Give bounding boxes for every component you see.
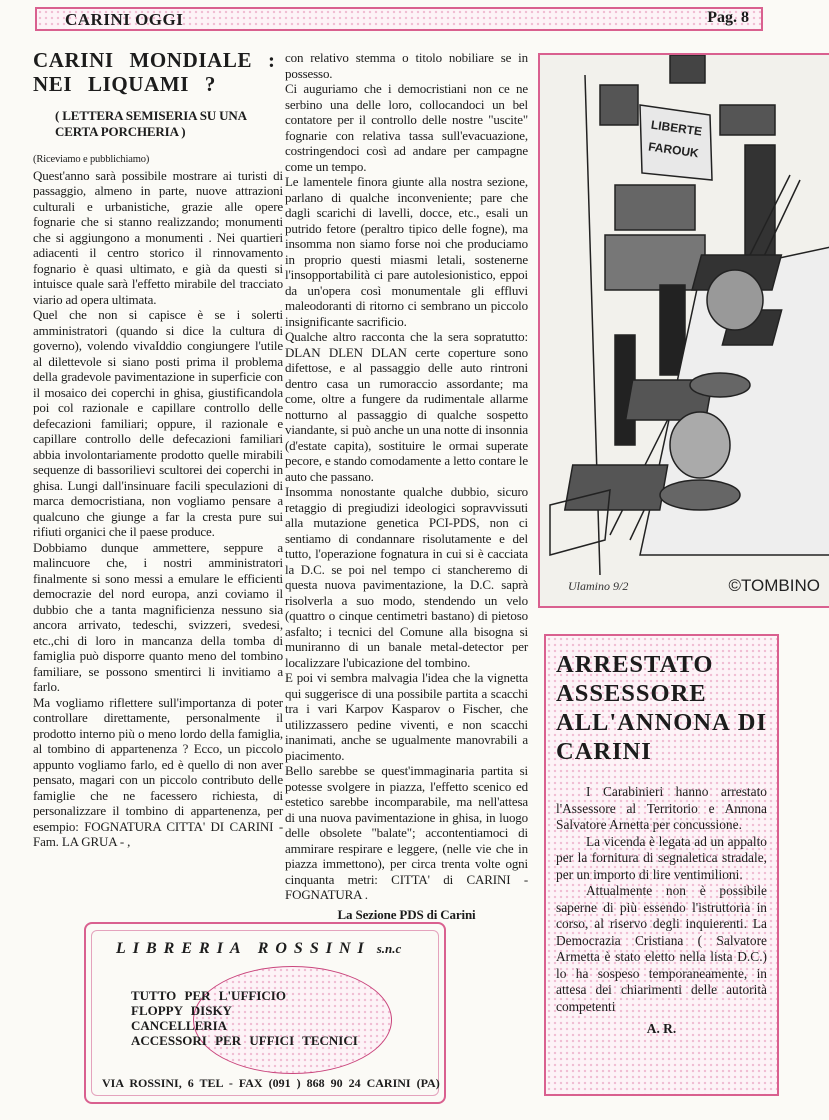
article-intro: (Riceviamo e pubblichiamo) bbox=[33, 154, 150, 165]
paragraph: Bello sarebbe se quest'immaginaria partita si potesse svolgere in piazza, l'effetto scenico ed estetico sarebbe incomparabile, ma nell'attesa di una nuova pavimentazione in ghisa, in luogo delle obsolete "balate"; accontentiamoci di ammirare respirare e leggere, (nelle vie che in piazza immettono), per circa trenta volte ogni cinquanta metri: CITTA' di CARINI - FOGNATURA . bbox=[285, 763, 528, 902]
paragraph: Quest'anno sarà possibile mostrare ai turisti di passaggio, almeno in parte, nuove attrazioni culturali e urbanistiche, grazie alle opere fognarie che si stanno realizzando; monumenti che si aggiungono a monumenti . Nei quartieri adiacenti il centro storico il rinnovamento fognario è quasi ultimato, e già da questi si intuisce quale sarà l'effetto mirabile del tracciato viario ad opera ultimata. bbox=[33, 167, 283, 307]
ad-address: VIA ROSSINI, 6 TEL - FAX (091 ) 868 90 24 CARINI (PA) bbox=[102, 1076, 440, 1090]
newspaper-title: CARINI OGGI bbox=[65, 10, 184, 29]
ad-suffix: s.n.c bbox=[376, 941, 402, 956]
cartoon-banner-lettering: LIBERTE FAROUK bbox=[647, 117, 703, 161]
advertisement bbox=[84, 922, 446, 1104]
ad-line: TUTTO PER L'UFFICIO bbox=[131, 988, 286, 1003]
article-column-1 bbox=[33, 48, 283, 850]
paragraph: Qualche altro racconta che la sera sopratutto: DLAN DLEN DLAN certe coperture sono difettose, e al passaggio delle auto rintroni dentro casa un rumoraccio assordante; ma come, oltre a fungere da rudimentale allarme notturno al passaggio di qualche sospetto viandante, si può anche un una notte di insonnia (d'estate capita), sostituire le ormai superate pecore, e stando comodamente a letto contare le auto che passano. bbox=[285, 329, 528, 484]
page-header bbox=[35, 7, 763, 31]
ad-name-text: LIBRERIA ROSSINI bbox=[116, 940, 371, 957]
paragraph: E poi vi sembra malvagia l'idea che la vignetta qui suggerisce di una possibile partita a scacchi tra i vari Karpov Kasparov o Fischer, che utilizzassero pedine viventi, e non scacchi inanimati, anche se ugualmente manovrabili a piacimento. bbox=[285, 670, 528, 763]
paragraph: Dobbiamo dunque ammettere, seppure a malincuore che, i nostri amministratori finalmente si sono messi a emulare le efficienti democrazie del nord europa, anzi coviamo il dubbio che a tanta magnificienza nessuno sia ancora arrivato, tedeschi, svizzeri, svedesi, etc.,chi di loro in mancanza della tomba di famiglia può disporre quanto meno del tombino familiare, se possono smentirci li invitiamo a farlo. bbox=[33, 539, 283, 694]
paragraph: I Carabinieri hanno arrestato l'Assessore al Territorio e Annona Salvatore Arnetta per concussione. bbox=[556, 784, 767, 832]
article-title: CARINI MONDIALE : NEI LIQUAMI ? bbox=[33, 48, 276, 96]
paragraph: Quel che non si capisce è se i solerti amministratori (quando si dice la cultura di governo), volendo vivaIddio congiungere l'utile al dilettevole si siano posti prima il problema della gradevole pavimentazione in superficie con il mosaico dei coperchi in ghisa, giustificandola poi col razionale e capillare controllo delle defecazioni familiari; oppure, il razionale e capillare controllo delle defecazioni familiari abbia involontariamente prodotto quelle mirabili sequenze di bassorilievi scultorei dei coperchi in ghisa. Lungi dall'insinuare facili speculazioni di marca democristiana, non vogliamo pensare a qualcuno che giunge a far la cresta pure sui rifiuti organici che il paese produce. bbox=[33, 307, 283, 539]
cartoon-artist-signature: Ulamino 9/2 bbox=[568, 579, 629, 593]
news-box bbox=[544, 634, 779, 1096]
paragraph: La vicenda è legata ad un appalto per la fornitura di segnaletica stradale, per un importo di lire ventimilioni. bbox=[556, 833, 767, 882]
article-column-2 bbox=[285, 50, 528, 922]
ad-line: FLOPPY DISKY bbox=[131, 1003, 232, 1018]
article-subtitle: ( LETTERA SEMISERIA SU UNA CERTA PORCHERIA ) bbox=[55, 108, 247, 139]
news-box-title: ARRESTATO ASSESSORE ALL'ANNONA DI CARINI bbox=[556, 651, 767, 765]
article-signature: La Sezione PDS di Carini bbox=[337, 906, 476, 922]
ad-shop-name bbox=[116, 940, 401, 958]
paragraph: Le lamentele finora giunte alla nostra sezione, parlano di qualche inconveniente; pare che dagli scarichi di lavelli, docce, etc., esali un putrido fetore (peraltro tipico delle fogne), ma insomma non siamo forse noi che produciamo in proprio questi miasmi letali, sostenerne l'insopportabilità ci pare autolesionistico, eppoi da un'opera così monumentale gli effluvi maleodoranti di ritorno ci sembrano un piccolo insignificante sacrificio. bbox=[285, 174, 528, 329]
paragraph: Ci auguriamo che i democristiani non ce ne serbino una delle loro, collocandoci un bel contatore per il controllo delle nostre "uscite" fognarie con relativa tassa sull'evacuazione, costringendoci così ad andare per campagne come un tempo. bbox=[285, 81, 528, 174]
news-box-author: A. R. bbox=[646, 1021, 677, 1036]
paragraph: Insomma nonostante qualche dubbio, sicuro retaggio di pregiudizi ideologici sopravvissuti alla mutazione genetica PCI-PDS, non ci sentiamo di condannare risolutamente e del tutto, l'operazione fognatura in cui si è cacciata la D.C. se poi nel tempo ci stancheremo di questa nuova pavimentazione, la D.C. saprà risolverla a suo modo, stendendo un velo (quattro o cinque centimetri bastano) di pietoso asfalto; i tecnici del Comune alla bisogna si muniranno di un banale metal-detector per localizzare l'ubicazione del tombino. bbox=[285, 484, 528, 670]
cartoon-illustration bbox=[538, 53, 829, 608]
ad-services bbox=[131, 988, 358, 1048]
page-number: Pag. 8 bbox=[707, 9, 749, 26]
cartoon-caption: ©TOMBINO bbox=[728, 576, 820, 595]
paragraph: con relativo stemma o titolo nobiliare se in possesso. bbox=[285, 50, 528, 81]
paragraph: Ma vogliamo riflettere sull'importanza di poter controllare direttamente, personalmente il prodotto interno più o meno lordo della famiglia, al tombino di appartenenza ? Ecco, un piccolo appunto vogliamo farlo, ed è quello di non aver pensato, magari con un piccolo contributo delle famiglie che ne facessero richiesta, di personalizzare il tombino di appartenenza, per esempio: FOGNATURA CITTA' DI CARINI - Fam. LA GRUA - , bbox=[33, 694, 283, 849]
ad-line: CANCELLERIA bbox=[131, 1018, 228, 1033]
paragraph: Attualmente non è possibile saperne di più essendo l'istruttoria in corso, al riservo degli inquierenti. La Democrazia Cristiana ( Salvatore Armetta è stato eletto nella lista D.C.) lo ha sospeso temporaneamente, in attesa dei chiarimenti delle autorità competenti bbox=[556, 883, 767, 1014]
ad-line: ACCESSORI PER UFFICI TECNICI bbox=[131, 1033, 358, 1048]
